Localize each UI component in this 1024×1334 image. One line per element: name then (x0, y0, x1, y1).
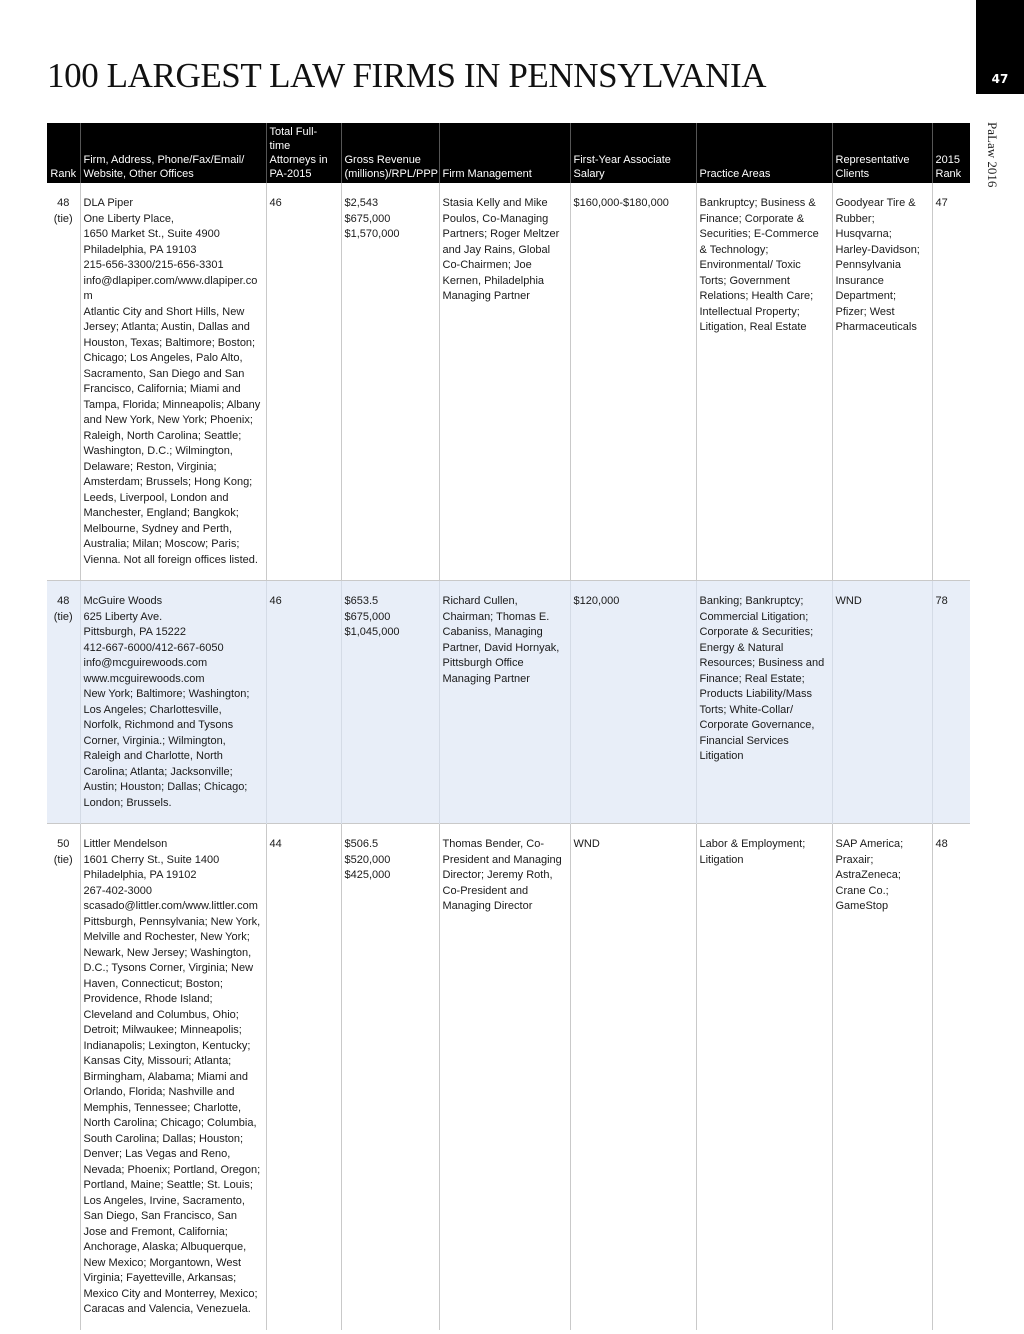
rank-tie: (tie) (53, 212, 73, 225)
law-firms-table (47, 123, 970, 1330)
page-title: 100 LARGEST LAW FIRMS IN PENNSYLVANIA (47, 56, 767, 95)
firm-address-line: One Liberty Place, (83, 212, 174, 225)
firm-phone: 412-667-6000/412-667-6050 (83, 641, 224, 654)
firm-email-web: scasado@littler.com/www.littler.com (83, 900, 258, 912)
firm-email: info@mcguirewoods.com (83, 657, 208, 669)
profit-per-partner: $1,045,000 (344, 626, 400, 638)
header-firm: Firm, Address, Phone/Fax/Email/ Website, Other Offices (80, 123, 266, 183)
management-cell: Stasia Kelly and Mike Poulos, Co-Managing Partners; Roger Meltzer and Jay Rains, Global Co-Chairmen; Joe Kernen, Philadelphia Managing Partner (439, 183, 570, 581)
revenue-per-lawyer: $675,000 (344, 212, 391, 225)
firm-email-web: info@dlapiper.com/www.dlapiper.com (83, 274, 258, 302)
page-number: 47 (976, 0, 1024, 94)
gross-revenue: $653.5 (344, 595, 379, 607)
firm-cell (80, 824, 266, 1330)
revenue-cell (341, 581, 439, 824)
practice-areas-cell: Banking; Bankruptcy; Commercial Litigation; Corporate & Securities; Energy & Natural Resources; Business and Finance; Real Estate; Products Liability/Mass Torts; White-Collar/ Corporate Governance, Financial Services Litigation (696, 581, 832, 824)
rank-cell (47, 581, 80, 824)
table-row (47, 824, 970, 1330)
table-row (47, 183, 970, 581)
salary-cell: WND (570, 824, 696, 1330)
rank-value: 50 (57, 838, 70, 850)
header-attorneys: Total Full-time Attorneys in PA-2015 (266, 123, 341, 183)
header-revenue: Gross Revenue (millions)/RPL/PPP (341, 123, 439, 183)
header-practice-areas: Practice Areas (696, 123, 832, 183)
practice-areas-cell: Bankruptcy; Business & Finance; Corporate & Securities; E-Commerce & Technology; Environmental/ Toxic Torts; Government Relations; Health Care; Intellectual Property; Litigation, Real Estate (696, 183, 832, 581)
management-cell: Thomas Bender, Co-President and Managing Director; Jeremy Roth, Co-President and Managing Director (439, 824, 570, 1330)
firm-offices: Atlantic City and Short Hills, New Jersey; Atlanta; Austin, Dallas and Houston, Texas; Baltimore; Boston; Chicago; Los Angeles, Palo Alto, Sacramento, San Diego and San Francisco, California; Miami and Tampa, Florida; Minneapolis; Albany and New York, New York; Phoenix; Raleigh, North Carolina; Seattle; Washington, D.C.; Wilmington, Delaware; Reston, Virginia; Amsterdam; Brussels; Hong Kong; Leeds, Liverpool, London and Manchester, England; Bangkok; Melbourne, Sydney and Perth, Australia; Milan; Moscow; Paris; Vienna. Not all foreign offices listed. (83, 305, 261, 566)
firm-name: McGuire Woods (83, 595, 163, 607)
rank-value: 48 (57, 595, 70, 607)
rank-value: 48 (57, 197, 70, 209)
firm-cell (80, 183, 266, 581)
clients-cell: WND (832, 581, 932, 824)
rank-tie: (tie) (53, 610, 73, 623)
table-row (47, 581, 970, 824)
prev-rank-cell: 47 (932, 183, 970, 581)
gross-revenue: $506.5 (344, 838, 379, 850)
header-rank: Rank (47, 123, 80, 183)
attorneys-cell: 44 (266, 824, 341, 1330)
attorneys-cell: 46 (266, 581, 341, 824)
clients-cell: Goodyear Tire & Rubber; Husqvarna; Harley-Davidson; Pennsylvania Insurance Department; Pfizer; West Pharmaceuticals (832, 183, 932, 581)
salary-cell: $160,000-$180,000 (570, 183, 696, 581)
header-clients: Representative Clients (832, 123, 932, 183)
firm-phone: 267-402-3000 (83, 884, 153, 897)
prev-rank-cell: 78 (932, 581, 970, 824)
firm-website: www.mcguirewoods.com (83, 672, 205, 685)
clients-cell: SAP America; Praxair; AstraZeneca; Crane Co.; GameStop (832, 824, 932, 1330)
rank-tie: (tie) (53, 853, 73, 866)
revenue-cell (341, 824, 439, 1330)
firm-address-line: 1601 Cherry St., Suite 1400 (83, 853, 220, 866)
revenue-per-lawyer: $520,000 (344, 853, 391, 866)
firm-address-line: Pittsburgh, PA 15222 (83, 626, 187, 638)
management-cell: Richard Cullen, Chairman; Thomas E. Cabaniss, Managing Partner, David Hornyak, Pittsburgh Office Managing Partner (439, 581, 570, 824)
publication-label: PaLaw 2016 (985, 122, 1000, 188)
attorneys-cell: 46 (266, 183, 341, 581)
header-management: Firm Management (439, 123, 570, 183)
rank-cell (47, 824, 80, 1330)
firm-offices: Pittsburgh, Pennsylvania; New York, Melville and Rochester, New York; Newark, New Jersey; Washington, D.C.; Tysons Corner, Virginia; New Haven, Connecticut; Boston; Providence, Rhode Island; Cleveland and Columbus, Ohio; Detroit; Milwaukee; Minneapolis; Indianapolis; Lexington, Kentucky; Kansas City, Missouri; Atlanta; Birmingham, Alabama; Miami and Orlando, Florida; Nashville and Memphis, Tennessee; Charlotte, North Carolina; Chicago; Columbia, South Carolina; Dallas; Houston; Denver; Las Vegas and Reno, Nevada; Phoenix; Portland, Oregon; Portland, Maine; Seattle; St. Louis; Los Angeles, Irvine, Sacramento, San Diego, San Francisco, San Jose and Fremont, California; Anchorage, Alaska; Albuquerque, New Mexico; Morgantown, West Virginia; Fayetteville, Arkansas; Mexico City and Monterrey, Mexico; Caracas and Valencia, Venezuela. (83, 915, 261, 1315)
firm-name: DLA Piper (83, 197, 134, 209)
firm-address-line: 625 Liberty Ave. (83, 610, 163, 623)
profit-per-partner: $1,570,000 (344, 228, 400, 240)
rank-cell (47, 183, 80, 581)
firm-offices: New York; Baltimore; Washington; Los Angeles; Charlottesville, Norfolk, Richmond and Tysons Corner, Virginia.; Wilmington, Raleigh and Charlotte, North Carolina; Atlanta; Jacksonville; Austin; Houston; Dallas; Chicago; London; Brussels. (83, 688, 250, 809)
profit-per-partner: $425,000 (344, 869, 391, 881)
firm-cell (80, 581, 266, 824)
firm-address-line: Philadelphia, PA 19102 (83, 869, 197, 881)
gross-revenue: $2,543 (344, 197, 379, 209)
salary-cell: $120,000 (570, 581, 696, 824)
practice-areas-cell: Labor & Employment; Litigation (696, 824, 832, 1330)
revenue-cell (341, 183, 439, 581)
firm-address-line: 1650 Market St., Suite 4900 (83, 228, 220, 240)
header-salary: First-Year Associate Salary (570, 123, 696, 183)
header-prev-rank: 2015 Rank (932, 123, 970, 183)
table-header-row (47, 123, 970, 183)
firm-phone: 215-656-3300/215-656-3301 (83, 259, 224, 271)
prev-rank-cell: 48 (932, 824, 970, 1330)
revenue-per-lawyer: $675,000 (344, 610, 391, 623)
firm-name: Littler Mendelson (83, 838, 168, 850)
firm-address-line: Philadelphia, PA 19103 (83, 243, 197, 256)
